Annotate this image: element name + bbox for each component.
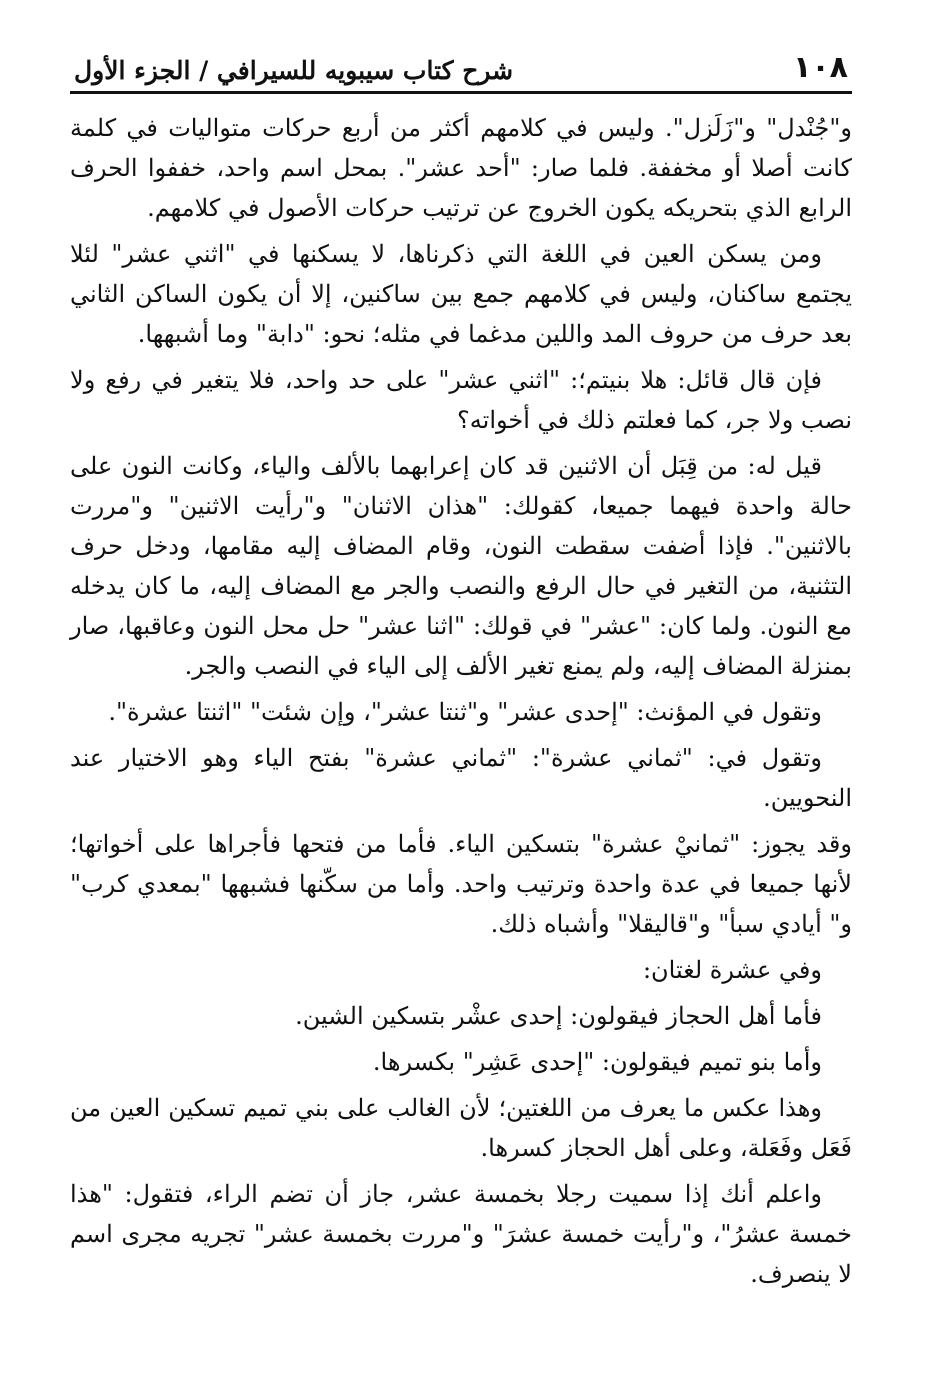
paragraph: و"جُنْدل" و"زَلَزل". وليس في كلامهم أكثر من أربع حركات متواليات في كلمة كانت أصلا أو مخففة. فلما صار: "أحد عشر". بمحل اسم واحد، خففوا الحرف الرابع الذي بتحريكه يكون الخروج عن ترتيب حركات الأصول في كلامهم. xyxy=(70,114,852,222)
paragraph: فإن قال قائل: هلا بنيتم؛: "اثني عشر" على حد واحد، فلا يتغير في رفع ولا نصب ولا جر، كما فعلتم ذلك في أخواته؟ xyxy=(70,366,852,434)
running-title: شرح كتاب سيبويه للسيرافي / الجزء الأول xyxy=(74,56,514,85)
paragraph: فأما أهل الحجاز فيقولون: إحدى عشْر بتسكين الشين. xyxy=(295,1002,822,1030)
paragraph: وفي عشرة لغتان: xyxy=(642,956,822,984)
paragraph: ومن يسكن العين في اللغة التي ذكرناها، لا يسكنها في "اثني عشر" لئلا يجتمع ساكنان، وليس في كلامهم جمع بين ساكنين، إلا أن يكون الساكن الثاني بعد حرف من حروف المد واللين مدغما في مثله؛ نحو: "دابة" وما أشبهها. xyxy=(70,240,852,348)
paragraph: وأما بنو تميم فيقولون: "إحدى عَشِر" بكسرها. xyxy=(372,1048,822,1076)
paragraph: قيل له: من قِبَل أن الاثنين قد كان إعرابهما بالألف والياء، وكانت النون على حالة واحدة فيهما جميعا، كقولك: "هذان الاثنان" و"رأيت الاثنين" و"مررت بالاثنين". فإذا أضفت سقطت النون، وقام المضاف إليه مقامها، ودخل حرف التثنية، من التغير في حال الرفع والنصب والجر مع المضاف إليه، ما كان يدخله مع النون. ولما كان: "عشر" في قولك: "اثنا عشر" حل محل النون وعاقبها، صار بمنزلة المضاف إليه، ولم يمنع تغير الألف إلى الياء في النصب والجر. xyxy=(70,452,853,680)
paragraph: وتقول في المؤنث: "إحدى عشر" و"ثنتا عشر"، وإن شئت" "اثنتا عشرة". xyxy=(108,698,822,726)
paragraph: وهذا عكس ما يعرف من اللغتين؛ لأن الغالب على بني تميم تسكين العين من فَعَل وفَعَلة، وعلى أهل الحجاز كسرها. xyxy=(70,1094,852,1162)
paragraph: واعلم أنك إذا سميت رجلا بخمسة عشر، جاز أن تضم الراء، فتقول: "هذا خمسة عشرُ"، و"رأيت خمسة عشرَ" و"مررت بخمسة عشر" تجريه مجرى اسم لا ينصرف. xyxy=(70,1180,853,1288)
page-number: ١٠٨ xyxy=(793,50,848,85)
book-page xyxy=(70,38,852,1300)
page-header xyxy=(70,38,852,94)
paragraph: وتقول في: "ثماني عشرة": "ثماني عشرة" بفتح الياء وهو الاختيار عند النحويين. xyxy=(70,744,852,812)
page-body xyxy=(70,108,852,1294)
paragraph: وقد يجوز: "ثمانيْ عشرة" بتسكين الياء. فأما من فتحها فأجراها على أخواتها؛ لأنها جميعا في عدة واحدة وترتيب واحد. وأما من سكّنها فشبهها "بمعدي كرب" و" أيادي سبأ" و"قاليقلا" وأشباه ذلك. xyxy=(70,830,852,938)
